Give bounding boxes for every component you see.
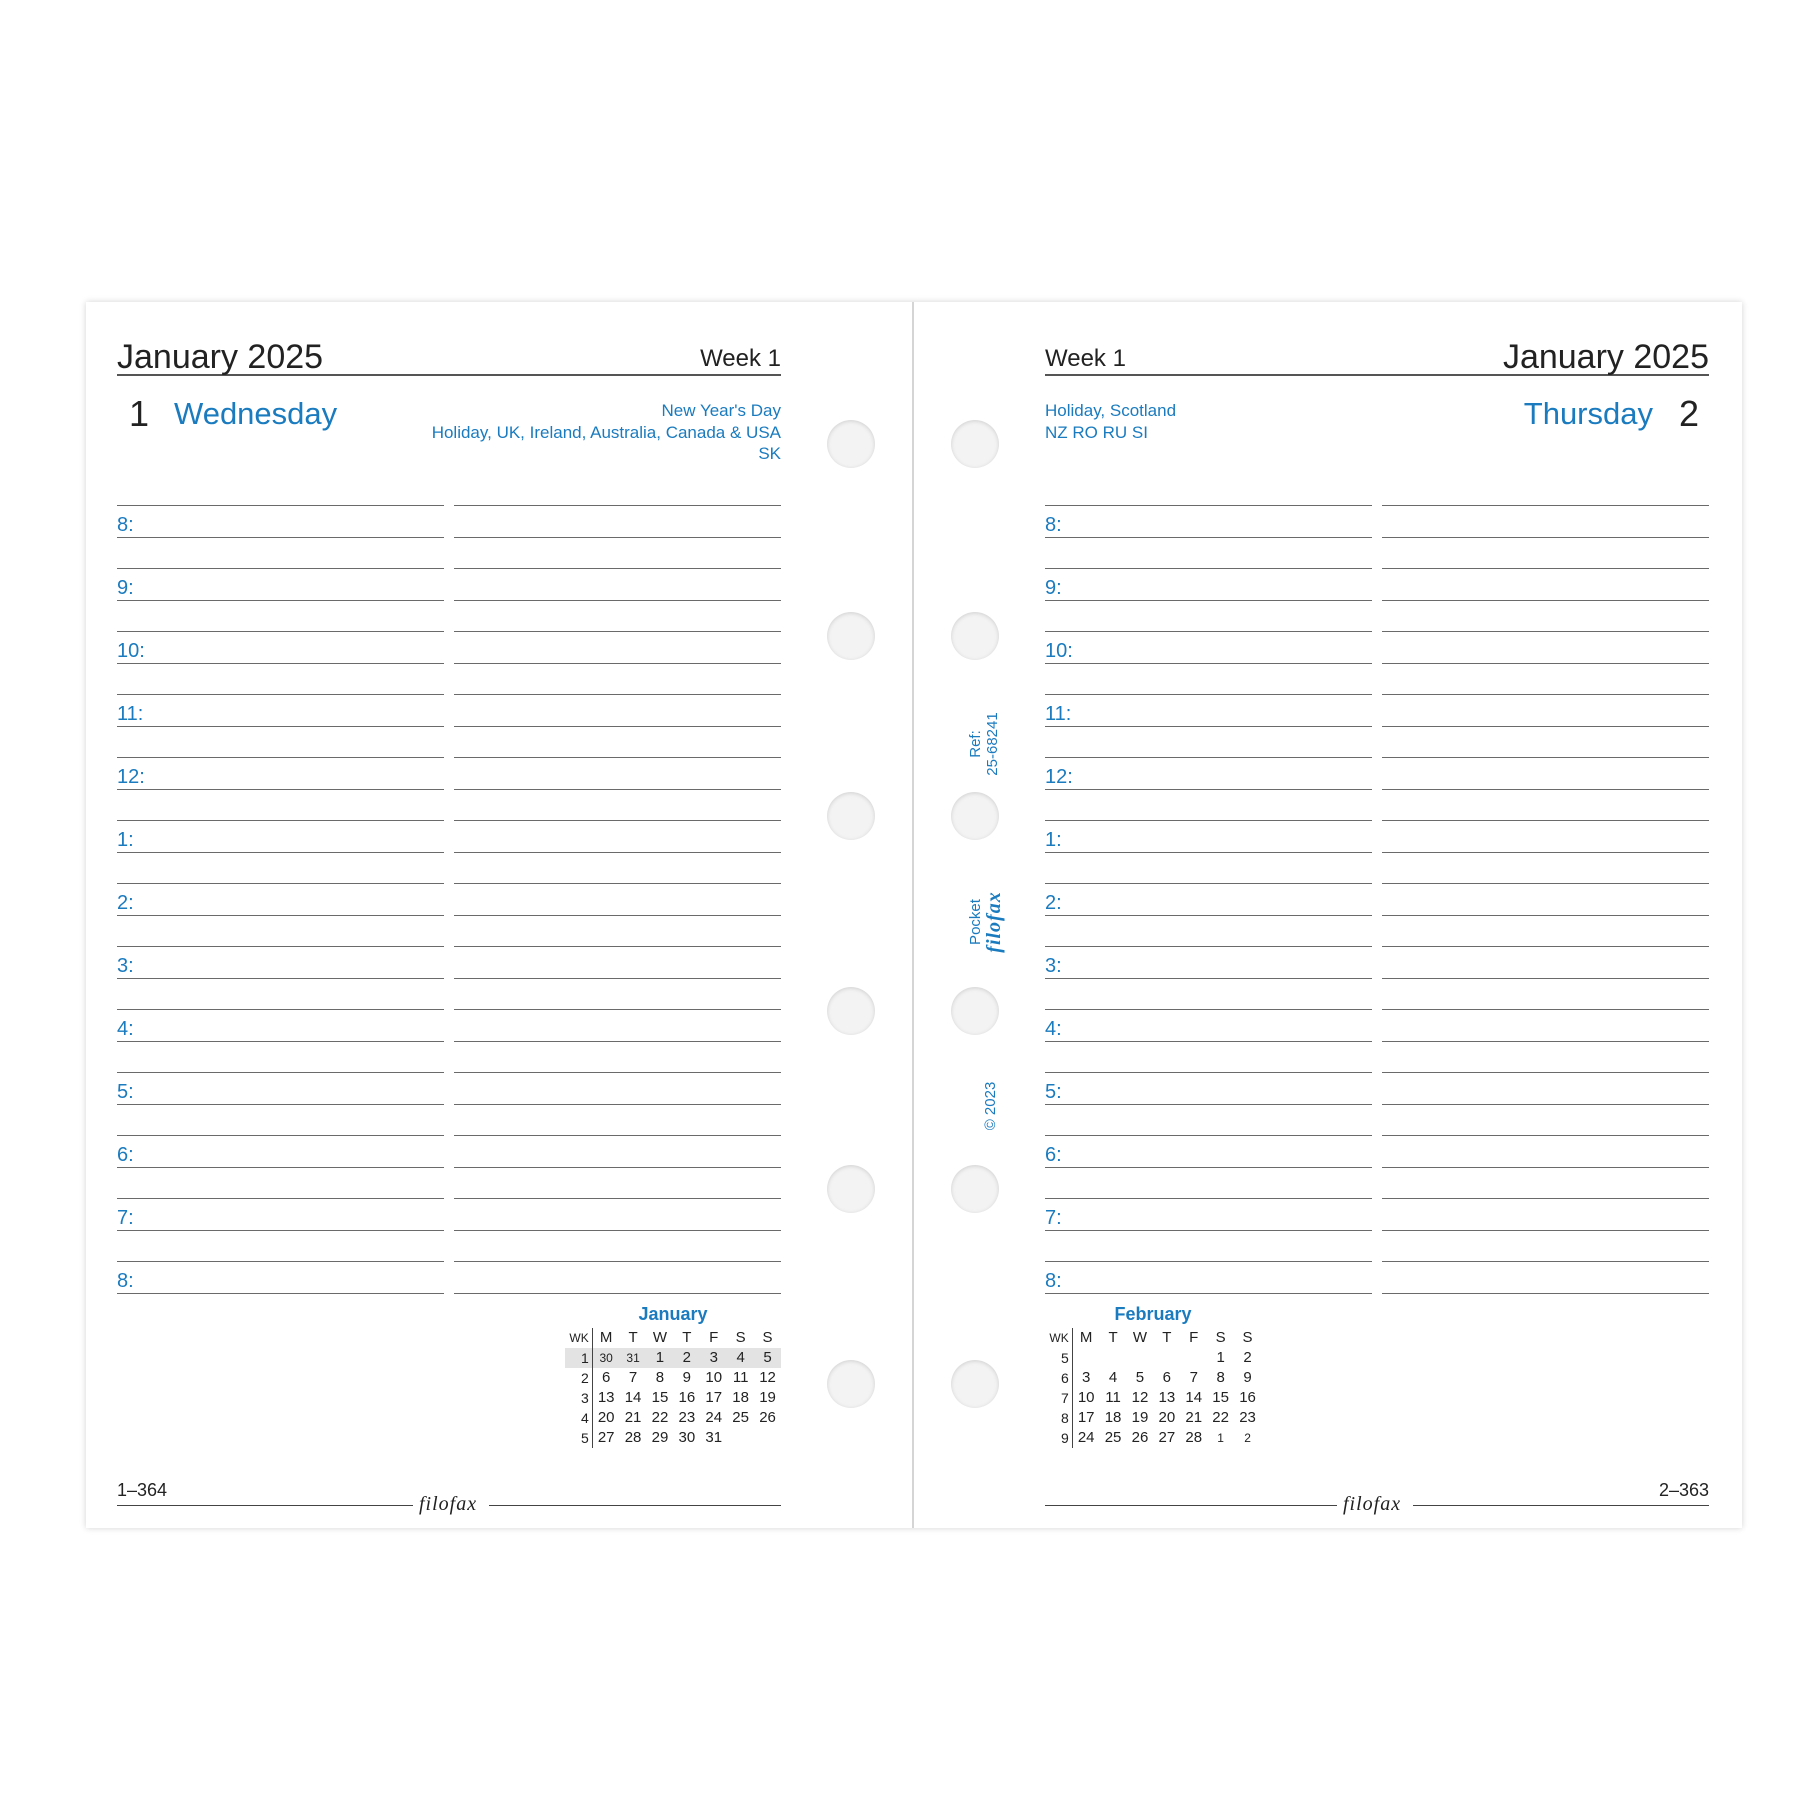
calendar-day: 2 (1244, 1431, 1251, 1445)
ruled-line-row[interactable] (117, 1010, 781, 1042)
calendar-day (1127, 1348, 1154, 1368)
weekday-header: T (1108, 1329, 1118, 1346)
calendar-day: 25 (732, 1409, 749, 1426)
right-holiday-notes (1045, 400, 1176, 443)
hour-label: 8: (117, 513, 134, 536)
calendar-day: 30 (592, 1348, 619, 1368)
left-month-year: January 2025 (117, 338, 324, 376)
punch-hole (951, 1360, 999, 1408)
ruled-line-row[interactable] (117, 1262, 781, 1294)
mini-calendar-title: January (638, 1304, 708, 1324)
calendar-day: 12 (759, 1369, 776, 1386)
ruled-line-row[interactable] (117, 1042, 781, 1074)
hour-label: 2: (1045, 891, 1062, 914)
ruled-line-row[interactable] (1045, 1010, 1709, 1042)
ruled-line-row[interactable] (117, 1136, 781, 1168)
calendar-day: 16 (1239, 1389, 1256, 1406)
left-week-label: Week 1 (700, 345, 781, 372)
punch-hole (951, 1165, 999, 1213)
right-day-name: Thursday (1523, 396, 1653, 431)
weekday-header: W (1132, 1329, 1148, 1346)
ruled-line-row[interactable] (117, 601, 781, 633)
week-number: 5 (565, 1428, 592, 1448)
ruled-line-row[interactable] (117, 1073, 781, 1105)
ruled-line-row[interactable] (1045, 1262, 1709, 1294)
weekday-header: F (709, 1329, 719, 1346)
right-day-number: 2 (1678, 393, 1699, 434)
hour-label: 8: (1045, 1269, 1062, 1292)
calendar-day: 28 (624, 1429, 642, 1446)
week-number: 9 (1045, 1428, 1072, 1448)
left-footer (117, 1480, 781, 1518)
calendar-day: 9 (1243, 1369, 1252, 1386)
ruled-line-row[interactable] (117, 916, 781, 948)
ruled-line-row[interactable] (1045, 884, 1709, 916)
ruled-line-row[interactable] (117, 853, 781, 885)
week-number: 4 (565, 1408, 592, 1428)
ruled-line-row[interactable] (1045, 475, 1709, 507)
calendar-day: 26 (759, 1409, 776, 1426)
ruled-line-row[interactable] (1045, 1231, 1709, 1263)
calendar-day: 18 (1104, 1409, 1122, 1426)
ruled-line-row[interactable] (1045, 853, 1709, 885)
weekday-header: M (599, 1329, 613, 1346)
punch-hole (827, 1165, 875, 1213)
week-number: 8 (1045, 1408, 1072, 1428)
punch-hole (827, 420, 875, 468)
calendar-day: 26 (1131, 1429, 1149, 1446)
footer-rule (1413, 1505, 1709, 1506)
ruled-line-row[interactable] (117, 538, 781, 570)
holiday-line: Holiday, Scotland (1045, 401, 1177, 420)
calendar-day: 24 (705, 1409, 723, 1426)
ruled-line-row[interactable] (1045, 727, 1709, 759)
ruled-line (1045, 1293, 1372, 1294)
ruled-line-row[interactable] (117, 727, 781, 759)
holiday-line: SK (758, 444, 781, 463)
punch-hole (827, 792, 875, 840)
week-number: 3 (565, 1388, 592, 1408)
calendar-day: 10 (1077, 1389, 1095, 1406)
calendar-day: 4 (1108, 1369, 1118, 1386)
ruled-line-row[interactable] (1045, 916, 1709, 948)
calendar-day: 21 (624, 1409, 642, 1426)
mini-calendar-grid (1045, 1328, 1261, 1448)
right-page-number: 2–363 (1658, 1480, 1709, 1500)
footer-rule (489, 1505, 781, 1506)
ruled-line-row[interactable] (117, 632, 781, 664)
calendar-day (1180, 1348, 1207, 1368)
calendar-day: 30 (678, 1429, 696, 1446)
ruled-line-row[interactable] (117, 1105, 781, 1137)
hour-label: 3: (117, 954, 134, 977)
punch-hole (951, 612, 999, 660)
ref-code: Ref: 25-68241 (967, 712, 1001, 776)
hour-label: 10: (117, 639, 145, 662)
calendar-day: 13 (1158, 1389, 1176, 1406)
ruled-line-row[interactable] (117, 884, 781, 916)
calendar-day: 25 (1104, 1429, 1122, 1446)
calendar-day: 11 (1105, 1389, 1121, 1406)
calendar-day: 16 (678, 1389, 696, 1406)
left-page-number: 1–364 (117, 1480, 168, 1500)
calendar-day: 1 (647, 1348, 674, 1368)
calendar-day: 19 (1131, 1409, 1149, 1426)
hour-label: 7: (1045, 1206, 1062, 1229)
calendar-day: 14 (624, 1389, 642, 1406)
footer-rule (1045, 1505, 1337, 1506)
calendar-day: 22 (1212, 1409, 1229, 1426)
left-day-number: 1 (129, 393, 150, 434)
copyright-text: © 2023 (982, 1081, 999, 1131)
calendar-day: 29 (651, 1429, 669, 1446)
right-footer (1045, 1480, 1709, 1518)
calendar-day: 2 (1243, 1349, 1252, 1366)
punch-hole (827, 987, 875, 1035)
ruled-line-row[interactable] (1045, 821, 1709, 853)
hour-label: 10: (1045, 639, 1073, 662)
hour-label: 12: (117, 765, 145, 788)
right-week-label: Week 1 (1045, 345, 1126, 372)
calendar-day: 1 (1217, 1431, 1224, 1445)
calendar-day: 15 (651, 1389, 669, 1406)
ruled-line-row[interactable] (1045, 664, 1709, 696)
ruled-line-row[interactable] (1045, 947, 1709, 979)
spine-brand (967, 877, 1007, 967)
footer-rule (117, 1505, 413, 1506)
calendar-day: 20 (1158, 1409, 1176, 1426)
calendar-day: 7 (628, 1369, 638, 1386)
hour-label: 4: (117, 1017, 134, 1040)
calendar-day: 22 (651, 1409, 669, 1426)
calendar-day (1153, 1348, 1180, 1368)
calendar-day: 31 (705, 1429, 723, 1446)
calendar-day: 23 (678, 1409, 696, 1426)
hour-label: 1: (117, 828, 134, 851)
calendar-day: 17 (705, 1389, 723, 1406)
calendar-day: 5 (1135, 1369, 1145, 1386)
weekday-header: S (762, 1329, 773, 1346)
ruled-line-row[interactable] (1045, 1136, 1709, 1168)
holiday-line: Holiday, UK, Ireland, Australia, Canada & USA (431, 422, 781, 442)
ruled-line-row[interactable] (1045, 601, 1709, 633)
calendar-day: 3 (1082, 1369, 1091, 1386)
hour-label: 12: (1045, 765, 1073, 788)
ruled-line-row[interactable] (1045, 1073, 1709, 1105)
week-number: 1 (565, 1348, 592, 1368)
calendar-day: 8 (1216, 1369, 1225, 1386)
weekday-header: W (652, 1329, 668, 1346)
weekday-header: T (628, 1329, 638, 1346)
ruled-line-row[interactable] (1045, 632, 1709, 664)
calendar-day: 31 (620, 1348, 647, 1368)
left-page (117, 302, 781, 1528)
calendar-day: 2 (673, 1348, 700, 1368)
punch-hole (951, 792, 999, 840)
hour-label: 7: (117, 1206, 134, 1229)
calendar-day: 14 (1185, 1389, 1203, 1406)
ruled-line-row[interactable] (1045, 695, 1709, 727)
filofax-logo: filofax (419, 1493, 478, 1515)
ruled-line (454, 1293, 781, 1294)
ruled-line (117, 1293, 444, 1294)
left-header (117, 340, 781, 376)
ruled-line-row[interactable] (1045, 790, 1709, 822)
calendar-day: 13 (597, 1389, 615, 1406)
weekday-header: F (1189, 1329, 1199, 1346)
calendar-day: 28 (1185, 1429, 1203, 1446)
punch-hole (827, 612, 875, 660)
weekday-header: M (1079, 1329, 1093, 1346)
ruled-line-row[interactable] (1045, 979, 1709, 1011)
left-day-name: Wednesday (174, 396, 338, 431)
right-month-year: January 2025 (1502, 338, 1709, 376)
week-number-header: WK (1045, 1328, 1072, 1348)
weekday-header: S (1215, 1329, 1226, 1346)
holiday-line: NZ RO RU SI (1045, 422, 1148, 442)
ruled-line-row[interactable] (117, 758, 781, 790)
week-number: 7 (1045, 1388, 1072, 1408)
ruled-line-row[interactable] (117, 695, 781, 727)
hour-label: 4: (1045, 1017, 1062, 1040)
calendar-day (727, 1428, 754, 1448)
ruled-line-row[interactable] (1045, 1168, 1709, 1200)
ruled-line (1382, 1293, 1709, 1294)
calendar-day: 11 (732, 1369, 749, 1386)
calendar-day: 4 (727, 1348, 754, 1368)
mini-calendar-grid (565, 1328, 781, 1448)
hour-label: 3: (1045, 954, 1062, 977)
weekday-header: T (1162, 1329, 1172, 1346)
filofax-logo: filofax (1343, 1493, 1402, 1515)
hour-label: 11: (1045, 702, 1072, 725)
calendar-day: 5 (754, 1348, 781, 1368)
calendar-day: 1 (1216, 1349, 1225, 1366)
ruled-line-row[interactable] (117, 1199, 781, 1231)
week-number: 5 (1045, 1348, 1072, 1368)
hour-label: 8: (117, 1269, 134, 1292)
right-page (1045, 302, 1709, 1528)
hour-label: 11: (117, 702, 144, 725)
ruled-line-row[interactable] (1045, 538, 1709, 570)
calendar-day (1072, 1348, 1099, 1368)
calendar-day: 19 (759, 1389, 776, 1406)
calendar-day: 24 (1077, 1429, 1095, 1446)
spine-divider (912, 302, 914, 1528)
hour-label: 6: (117, 1143, 134, 1166)
ruled-line-row[interactable] (117, 821, 781, 853)
punch-hole (951, 987, 999, 1035)
week-number-header: WK (565, 1328, 592, 1348)
calendar-day: 17 (1077, 1409, 1095, 1426)
calendar-day: 12 (1131, 1389, 1149, 1406)
calendar-day: 20 (597, 1409, 615, 1426)
ruled-line-row[interactable] (1045, 506, 1709, 538)
brand-size-label: Pocket (967, 899, 984, 945)
calendar-day: 9 (682, 1369, 692, 1386)
calendar-day: 21 (1185, 1409, 1203, 1426)
ruled-line-row[interactable] (117, 1168, 781, 1200)
calendar-day: 3 (700, 1348, 727, 1368)
punch-hole (951, 420, 999, 468)
hour-label: 9: (1045, 576, 1062, 599)
weekday-header: S (735, 1329, 746, 1346)
calendar-day: 10 (705, 1369, 723, 1386)
hour-label: 9: (117, 576, 134, 599)
mini-calendar-title: February (1114, 1304, 1192, 1324)
ruled-line-row[interactable] (1045, 1105, 1709, 1137)
ruled-line-row[interactable] (117, 664, 781, 696)
holiday-line: New Year's Day (661, 401, 781, 420)
spine-brand-logo: filofax (983, 891, 1005, 953)
week-number: 2 (565, 1368, 592, 1388)
ruled-line-row[interactable] (117, 475, 781, 507)
calendar-day (754, 1428, 781, 1448)
ruled-line-row[interactable] (1045, 758, 1709, 790)
calendar-day (1100, 1348, 1127, 1368)
ruled-line-row[interactable] (1045, 1199, 1709, 1231)
diary-sheet (86, 302, 1742, 1528)
ruled-line-row[interactable] (117, 1231, 781, 1263)
calendar-day: 7 (1189, 1369, 1198, 1386)
calendar-day: 6 (1162, 1369, 1172, 1386)
hour-label: 5: (117, 1080, 134, 1103)
calendar-day: 6 (602, 1369, 611, 1386)
hour-label: 1: (1045, 828, 1062, 851)
hour-label: 2: (117, 891, 134, 914)
calendar-day: 8 (655, 1369, 665, 1386)
ruled-line-row[interactable] (117, 569, 781, 601)
ruled-line-row[interactable] (1045, 569, 1709, 601)
ruled-line-row[interactable] (117, 506, 781, 538)
ruled-line-row[interactable] (117, 790, 781, 822)
hour-label: 5: (1045, 1080, 1062, 1103)
calendar-day: 27 (1158, 1429, 1176, 1446)
week-number: 6 (1045, 1368, 1072, 1388)
ruled-line-row[interactable] (117, 947, 781, 979)
ruled-line-row[interactable] (117, 979, 781, 1011)
calendar-day: 18 (732, 1389, 749, 1406)
hour-label: 8: (1045, 513, 1062, 536)
calendar-day: 27 (597, 1429, 615, 1446)
punch-hole (827, 1360, 875, 1408)
left-holiday-notes (432, 400, 781, 465)
weekday-header: T (682, 1329, 692, 1346)
right-header (1045, 340, 1709, 376)
ruled-line-row[interactable] (1045, 1042, 1709, 1074)
calendar-day: 23 (1239, 1409, 1256, 1426)
weekday-header: S (1242, 1329, 1253, 1346)
hour-label: 6: (1045, 1143, 1062, 1166)
calendar-day: 15 (1212, 1389, 1229, 1406)
